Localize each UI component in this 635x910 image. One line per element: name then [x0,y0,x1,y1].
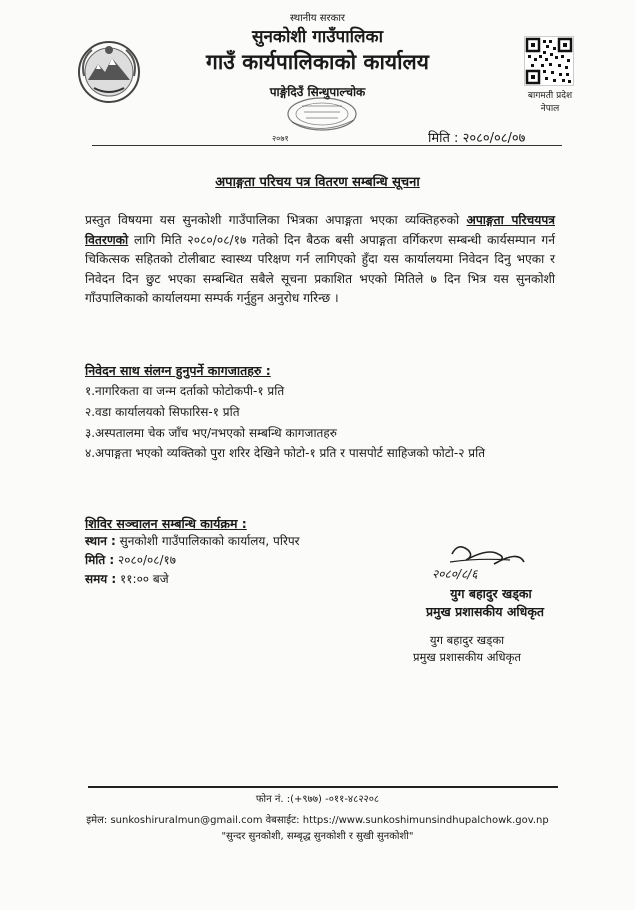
camp-heading: शिविर सञ्चालन सम्बन्धि कार्यक्रम : [85,516,247,531]
body-text-part2: लागि मिति २०८०/०८/१७ गतेको दिन बैठक बसी अपाङ्गता वर्गिकरण सम्बन्धी कार्यसम्पान गर्न चिकित्सक सहितको टोलीबाट स्वास्थ्य परिक्षण गर्न लागिएको हुँदा यस कार्यालयमा निवेदन दिनु भएका र निवेदन दिन छुट भएका सम्बन्धित सबैले सूचना प्रकाशित भएको मितिले ७ दिन भित्र यस सुनकोशी गाँउपालिकाको कार्यालयमा सम्पर्क गर्नुहुन अनुरोध गरिन्छ । [85,232,555,305]
qr-code-icon [524,36,574,86]
website-link[interactable]: https://www.sunkoshimunsindhupalchowk.gov.np [299,815,549,826]
footer-contact [0,812,635,826]
body-highlight: अपाङ्गता परिचयपत्र वितरणको [85,213,555,247]
signature-date: २०८०/८/६ [432,567,478,581]
notice-date: मिति : २०८०/०८/०७ [428,131,526,146]
camp-place [85,532,300,549]
country-label: नेपाल [540,104,560,114]
document-item: ४.अपाङ्गता भएको व्यक्तिको पुरा शरिर देखिने फोटो-१ प्रति र पासपोर्ट साहिजको फोटो-२ प्रति [85,446,486,460]
footer-phone: फोन नं. :(+९७७) -०११-४८२२०८ [255,794,380,805]
email-label: इमेल: [86,815,108,826]
officer-name-stamp: युग बहादुर खड्का [429,633,505,647]
document-item: ३.अस्पतालमा चेक जाँच भए/नभएको सम्बन्धि कागजातहरु [85,426,337,440]
office-address: पाङ्गेदिउँ सिन्धुपाल्चोक [269,85,366,99]
camp-time [85,570,169,587]
footer-divider [88,786,558,788]
footer-slogan: "सुन्दर सुनकोशी, सम्बृद्ध सुनकोशी र सुखी सुनकोशी" [221,831,414,842]
municipality-name: सुनकोशी गाउँपालिका [251,27,383,47]
camp-place-label: स्थान : [85,534,116,548]
documents-heading: निवेदन साथ संलग्न हुनुपर्ने कागजातहरु : [85,363,271,378]
document-item: १.नागरिकता वा जन्म दर्ताको फोटोकपी-१ प्रति [85,384,285,398]
camp-time-value: ११:०० बजे [116,572,169,586]
camp-date-label: मिति : [85,553,115,567]
camp-date-value: २०८०/०८/१७ [114,553,177,567]
officer-title: प्रमुख प्रशासकीय अधिकृत [425,604,545,619]
officer-title-stamp: प्रमुख प्रशासकीय अधिकृत [413,650,521,664]
province-label: बागमती प्रदेश [527,91,573,101]
camp-date [85,551,176,568]
stamp-year: २०७१ [272,134,289,143]
notice-body [85,211,555,309]
notice-subject: अपाङ्गता परिचय पत्र वितरण सम्बन्धि सूचना [215,175,420,190]
office-name: गाउँ कार्यपालिकाको कार्यालय [206,50,429,74]
camp-place-value: सुनकोशी गाउँपालिकाको कार्यालय, परिपर [115,534,300,548]
camp-time-label: समय : [85,572,117,586]
website-label: वेबसाईट: [262,815,300,826]
body-text-part1: प्रस्तुत विषयमा यस सुनकोशी गाउँपालिका भित्रका अपाङ्गता भएका व्यक्तिहरुको [85,213,467,227]
documents-list [85,381,555,463]
document-item: २.वडा कार्यालयको सिफारिस-१ प्रति [85,405,240,419]
nepal-emblem-icon [74,36,144,106]
email-link[interactable]: sunkoshiruralmun@gmail.com [107,815,263,826]
officer-name: युग बहादुर खड्का [450,586,532,601]
local-government-label: स्थानीय सरकार [290,13,345,24]
